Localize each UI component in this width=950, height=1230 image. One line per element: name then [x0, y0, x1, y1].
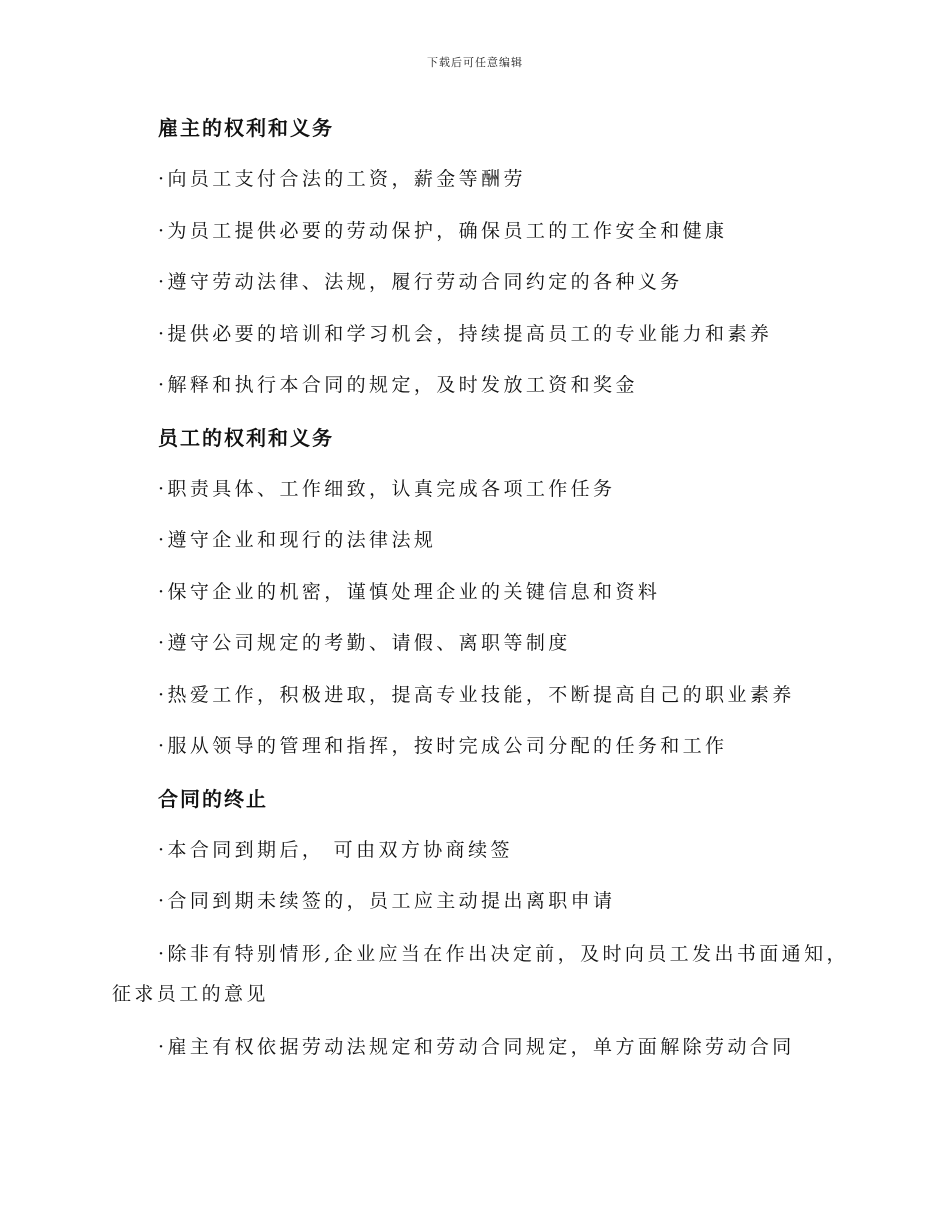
list-item: ·向员工支付合法的工资，薪金等酬劳: [158, 168, 526, 190]
list-item: ·遵守企业和现行的法律法规: [158, 529, 437, 551]
list-item: ·本合同到期后， 可由双方协商续签: [158, 839, 513, 861]
section-heading-employee: 员工的权利和义务: [158, 426, 334, 450]
list-item-wrapped: [112, 934, 849, 1014]
list-item: ·职责具体、工作细致，认真完成各项工作任务: [158, 478, 616, 500]
wrapped-line-1: ·除非有特别情形,企业应当在作出决定前，及时向员工发出书面通知，: [158, 943, 849, 965]
list-item: ·遵守劳动法律、法规，履行劳动合同约定的各种义务: [158, 271, 683, 293]
list-item: ·合同到期未续签的，员工应主动提出离职申请: [158, 890, 616, 912]
list-item: ·为员工提供必要的劳动保护，确保员工的工作安全和健康: [158, 220, 728, 242]
list-item: ·热爱工作，积极进取，提高专业技能，不断提高自己的职业素养: [158, 684, 795, 706]
page-header: 下载后可任意编辑: [427, 56, 523, 69]
list-item: ·遵守公司规定的考勤、请假、离职等制度: [158, 632, 571, 654]
wrapped-line-2: 征求员工的意见: [112, 983, 269, 1005]
section-heading-employer: 雇主的权利和义务: [158, 116, 334, 140]
list-item: ·提供必要的培训和学习机会，持续提高员工的专业能力和素养: [158, 323, 773, 345]
list-item: ·服从领导的管理和指挥，按时完成公司分配的任务和工作: [158, 735, 728, 757]
list-item: ·保守企业的机密，谨慎处理企业的关键信息和资料: [158, 581, 661, 603]
list-item: ·雇主有权依据劳动法规定和劳动合同规定，单方面解除劳动合同: [158, 1036, 795, 1058]
section-heading-termination: 合同的终止: [158, 787, 268, 811]
list-item: ·解释和执行本合同的规定，及时发放工资和奖金: [158, 374, 638, 396]
